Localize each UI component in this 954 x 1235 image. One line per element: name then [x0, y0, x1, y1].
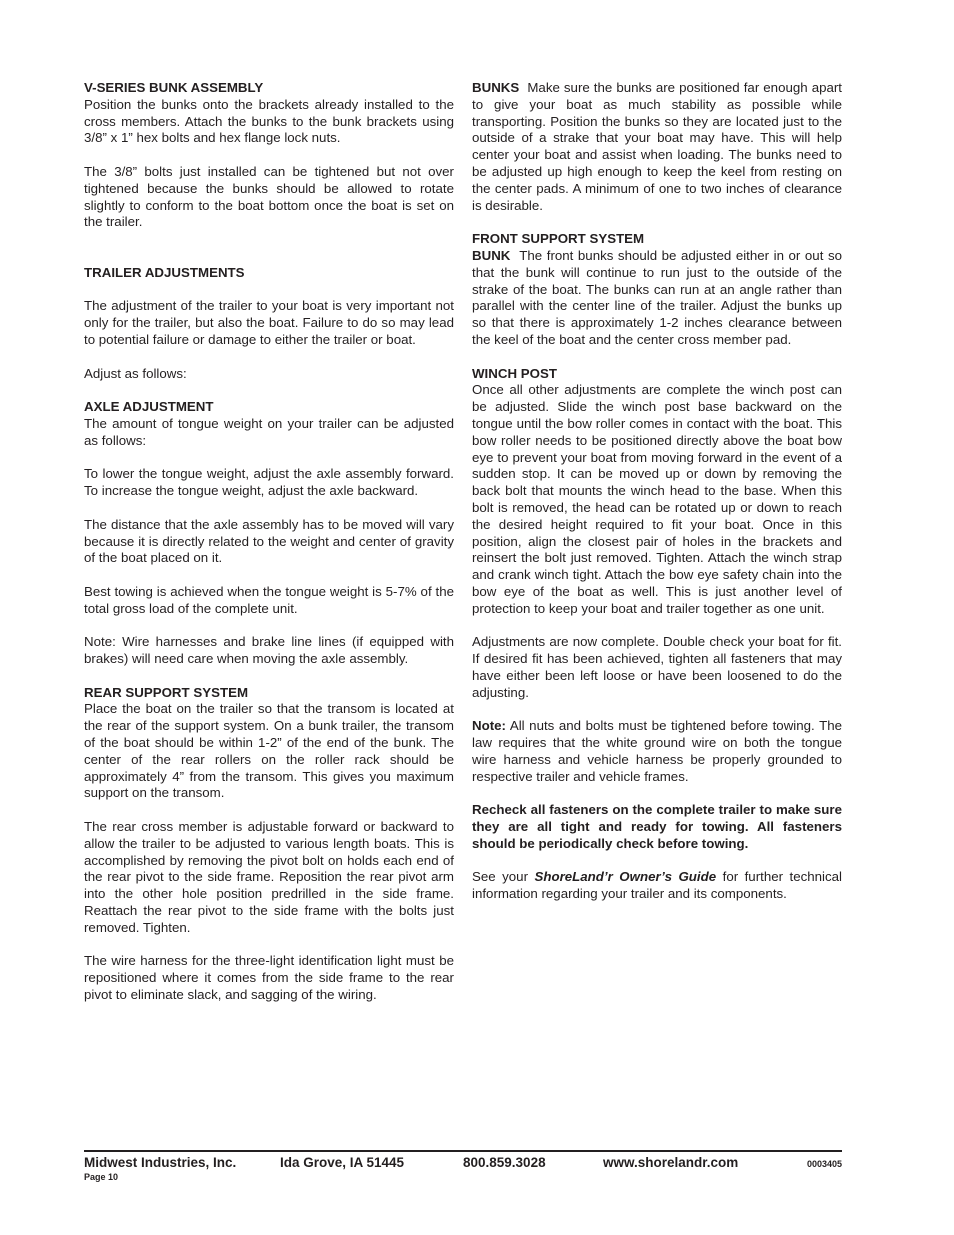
trailer-adjustments-heading: TRAILER ADJUSTMENTS: [84, 264, 245, 280]
front-bunk-label: BUNK: [472, 247, 511, 263]
front-support-paragraph: [472, 248, 842, 349]
note-label: Note:: [472, 718, 506, 734]
winch-post-paragraph-2: Adjustments are now complete. Double check your boat for fit. If desired fit has been achieved, tighten all fasteners that may have either been left loose or have been loosened to do the adjusting.: [472, 634, 842, 700]
bunks-label: BUNKS: [472, 80, 520, 95]
axle-paragraph-4: Best towing is achieved when the tongue weight is 5-7% of the total gross load of the complete unit.: [84, 583, 454, 616]
front-support-text: The front bunks should be adjusted either in or out so that the bunk will continue to run just to the outside of the strake of the boat. The bunks can run at an angle rather than parallel with the center line of the trailer. Adjust the bunks up so that there is approximately 1-2 inches clearance between the keel of the boat and the center cross member pad.: [472, 247, 842, 347]
page-footer: [84, 1150, 842, 1182]
footer-line: [84, 1152, 842, 1172]
note-text: All nuts and bolts must be tightened before towing. The law requires that the white ground wire on both the tongue wire harness and vehicle harness be properly grounded to respective trailer and vehicle frames.: [472, 718, 842, 784]
rear-support-paragraph-2: The rear cross member is adjustable forward or backward to allow the trailer to be adjusted to various length boats. This is accomplished by removing the pivot bolt on holds each end of the rear pivot to the side frame. Reposition the rear pivot arm into the other hole position predrilled in the side frame. Reattach the rear pivot to the side frame with the bolts just removed. Tighten.: [84, 819, 454, 935]
left-column: [84, 80, 454, 1004]
footer-company: Midwest Industries, Inc.: [84, 1155, 237, 1170]
see-guide-post: for further technical information regarding your trailer and its components.: [472, 869, 842, 902]
winch-post-paragraph-1: Once all other adjustments are complete the winch post can be adjusted. Slide the winch post base backward on the tongue until the bow roller comes in contact with the boat. This bow roller needs to be positioned directly above the boat bow eye to prevent your boat from moving forward in the event of a sudden stop. It can be moved up or down by removing the back bolt that mounts the winch head to the base. When this bolt is removed, the head can be rotated up or down to reach the desired height required to fit your boat. Once in this position, align the closest pair of holes in the brackets and reinsert the bolt just removed. Tighten. Attach the winch strap and crank winch tight. Attach the bow eye safety chain into the bow eye of the boat as well. This is just another level of protection to keep your boat and trailer together as one unit.: [472, 382, 842, 616]
rear-support-paragraph-3: The wire harness for the three-light identification light must be repositioned where it comes from the side frame to the rear pivot to eliminate slack, and sagging of the wiring.: [84, 953, 454, 1003]
winch-post-heading: WINCH POST: [472, 365, 557, 381]
rear-support-heading: REAR SUPPORT SYSTEM: [84, 684, 249, 700]
vseries-paragraph-1: Position the bunks onto the brackets already installed to the cross members. Attach the bunks to the bunk brackets using 3/8” x 1” hex bolts and hex flange lock nuts.: [84, 96, 454, 146]
axle-paragraph-5: Note: Wire harnesses and brake line lines (if equipped with brakes) will need care when moving the axle assembly.: [84, 634, 454, 667]
page-number: Page 10: [84, 1172, 119, 1182]
footer-website: www.shorelandr.com: [603, 1155, 739, 1170]
see-guide-pre: See your: [472, 869, 528, 885]
front-support-heading: FRONT SUPPORT SYSTEM: [472, 231, 645, 247]
axle-paragraph-2: To lower the tongue weight, adjust the axle assembly forward. To increase the tongue weight, adjust the axle backward.: [84, 466, 454, 499]
bunks-text: Make sure the bunks are positioned far enough apart to give your boat as much stability as possible while transporting. Position the bunks so they are located just to the outside of a strake that your boat may have. This will help center your boat and assist when loading. The bunks need to be adjusted up high enough to keep the keel from resting on the center pads. A minimum of one to two inches of clearance is desirable.: [472, 80, 842, 213]
bunks-paragraph: [472, 80, 842, 214]
recheck-paragraph: Recheck all fasteners on the complete trailer to make sure they are all tight and ready for towing. All fasteners should be periodically check before towing.: [472, 802, 842, 851]
trailer-adjustments-paragraph-1: The adjustment of the trailer to your boat is very important not only for the trailer, but also the boat. Failure to do so may lead to potential failure or damage to either the trailer or boat.: [84, 298, 454, 347]
see-guide-paragraph: [472, 869, 842, 903]
trailer-adjustments-paragraph-2: Adjust as follows:: [84, 365, 187, 381]
owners-guide-title: ShoreLand’r Owner’s Guide: [534, 869, 717, 885]
axle-adjustment-heading: AXLE ADJUSTMENT: [84, 399, 214, 415]
right-column: [472, 80, 842, 903]
note-paragraph: [472, 718, 842, 785]
vseries-paragraph-2: The 3/8” bolts just installed can be tightened but not over tightened because the bunks should be allowed to rotate slightly to conform to the boat bottom once the boat is set on the trailer.: [84, 163, 454, 230]
footer-document-code: 0003405: [806, 1159, 842, 1169]
vseries-heading: V-SERIES BUNK ASSEMBLY: [84, 80, 264, 95]
footer-phone: 800.859.3028: [463, 1155, 546, 1170]
axle-paragraph-3: The distance that the axle assembly has to be moved will vary because it is directly related to the weight and center of gravity of the boat placed on it.: [84, 516, 454, 566]
footer-city: Ida Grove, IA 51445: [280, 1155, 405, 1170]
rear-support-paragraph-1: Place the boat on the trailer so that the transom is located at the rear of the support system. On a bunk trailer, the transom of the boat should be within 1-2” of the end of the bunk. The center of the rear rollers on the roller rack should be approximately 4” from the transom. This gives you maximum support on the transom.: [84, 701, 454, 801]
axle-paragraph-1: The amount of tongue weight on your trailer can be adjusted as follows:: [84, 415, 454, 448]
